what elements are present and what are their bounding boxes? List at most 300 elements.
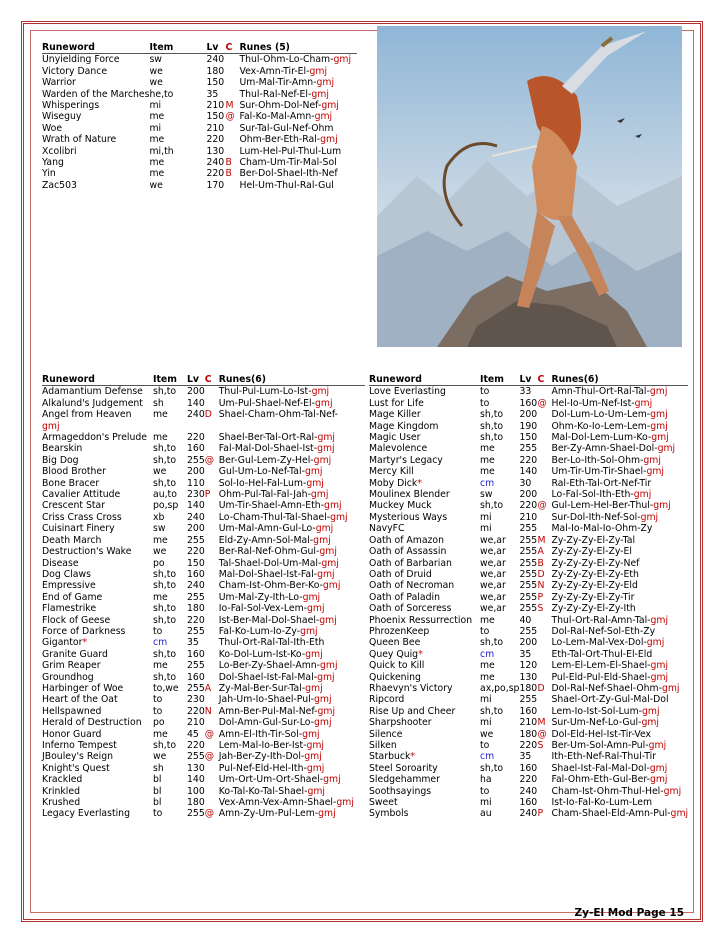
runes-text: Jah-Um-Io-Shael-Pul- [218,694,315,706]
runes-text: Ral-Eth-Tal-Ort-Nef-Tir [551,477,652,489]
runes-text: Ohm-Ko-Io-Lem-Lem- [551,420,651,432]
item-cell: me [480,466,495,478]
level-cell: 255 [187,454,205,466]
level-cell: 230 [187,489,205,501]
level-cell: 210 [206,100,225,112]
table-row [369,580,688,591]
header-c: C [225,42,239,54]
runeword-cell [42,500,153,511]
item-cell: sh,to [153,740,177,751]
class-cell [205,763,219,774]
runes-suffix: gmj [649,774,668,786]
table-row [369,409,688,420]
class-cell [537,478,551,489]
runes-text: Eld-Zy-Amn-Sol-Mal- [218,534,314,546]
runes-cell [219,660,365,671]
runeword-cell [369,740,480,751]
class-cell [205,580,219,591]
runes-suffix: gmj [323,774,341,786]
runeword-name: Angel from Heaven [42,409,132,421]
runeword-name: Quickening [369,671,421,683]
class-cell [205,615,219,626]
runes-cell [551,637,688,648]
class-cell: D [537,682,545,694]
runes-text: Um-Mal-Zy-Ith-Lo- [218,591,303,603]
level-cell: 150 [187,557,205,569]
table-row [42,386,365,398]
header-runeword: Runeword [42,374,153,386]
runes-cell [551,626,688,637]
class-cell: S [537,603,544,615]
runeword-cell [42,421,153,432]
table-row [42,455,365,466]
runes-suffix: gmj [320,134,338,146]
table-header-row [42,42,357,54]
runeword-cell [42,512,153,523]
runeword-name: Destruction's Wake [42,546,132,558]
table-row [42,786,365,797]
level-cell: 255 [187,534,205,546]
runes-text: Ko-Dol-Lum-Ist-Ko- [218,648,306,660]
level-cell: 240 [206,54,225,66]
header-lv: Lv [187,374,205,386]
level-cell: 160 [519,397,538,409]
table-row [42,111,357,122]
item-cell: to [480,397,490,409]
level-cell: 240 [187,580,205,592]
table-row [369,478,688,489]
level-cell: 100 [187,785,205,797]
table-row [369,489,688,500]
runeword-name: Unyielding Force [42,54,120,66]
item-cell: po [153,717,165,729]
level-cell: 255 [519,591,538,603]
level-cell: 220 [519,774,538,786]
runeword-cell [369,580,480,591]
level-cell [187,421,205,432]
class-cell [225,77,239,88]
table-row [42,740,365,751]
runes-suffix: gmj [330,511,348,523]
table-row [42,100,357,111]
runes-cell [551,569,688,580]
table-row [369,660,688,671]
runes-cell [219,797,365,808]
level-cell: 160 [187,648,205,660]
runes-text: Amn-Thul-Ort-Ral-Tal- [551,386,650,398]
runes-text: Dol-Ral-Nef-Sol-Eth-Zy [551,625,656,637]
runes-suffix: gmj [307,603,325,615]
table-header-row [369,374,688,386]
item-cell: to [153,625,163,637]
runes-text: Thul-Ort-Ral-Amn-Tal- [551,614,651,626]
level-cell: 240 [519,808,538,820]
runeword-cell [42,558,153,569]
class-cell: A [204,682,212,694]
runeword-cell [42,478,153,489]
runes-text: Amn-El-Ith-Tir-Sol- [218,728,303,740]
level-cell: 150 [519,432,538,444]
level-cell: 255 [519,557,538,569]
level-cell: 220 [187,546,205,558]
runes-cell [219,615,365,626]
runes-text: Zy-Zy-Zy-El-Zy-Tir [551,591,635,603]
runes-suffix: gmj [633,489,652,501]
item-cell: to [480,625,490,637]
item-cell: to [153,705,163,717]
runes-cell [551,808,688,819]
table-row [42,523,365,534]
runeword-cell [369,500,480,511]
class-cell [205,500,219,511]
class-cell [537,409,551,420]
level-cell: 170 [206,179,225,191]
runeword-cell [369,637,480,648]
class-cell [205,603,219,614]
runeword-name: Steel Soroarity [369,762,438,774]
star-marker: * [418,648,423,660]
runes-text: Ist-Io-Fal-Ko-Lum-Lem [551,797,653,809]
item-cell: ax,po,sp [480,682,520,694]
header-runes: Runes(6) [551,374,688,386]
item-cell: me [153,660,168,672]
level-cell: 160 [187,443,205,455]
item-cell: cm [153,637,168,649]
runes-text: Fal-Ohm-Eth-Gul-Ber- [551,774,650,786]
class-cell: N [537,580,545,592]
table-row [42,512,365,523]
table-row [369,398,688,409]
runeword-name: Blood Brother [42,466,106,478]
class-cell: D [537,568,545,580]
star-marker: * [82,637,88,649]
item-cell: to [480,386,490,398]
item-cell: sh,to [480,432,504,444]
level-cell: 240 [187,409,205,421]
runeword-cell [369,386,480,398]
runeword-name: Krushed [42,797,81,809]
level-cell: 45 [187,728,199,740]
item-cell: ha [480,774,492,786]
runes-text: Pul-Eld-Pul-Eld-Shael- [551,671,651,683]
level-cell: 140 [187,500,205,512]
runes-text: Ber-Um-Sol-Amn-Pul- [551,740,649,751]
runes-text: Lo-Ber-Zy-Shael-Amn- [218,660,320,672]
runeword-cell [42,717,153,728]
runes-suffix: gmj [302,591,321,603]
runeword-cell [369,774,480,785]
runes-suffix: gmj [315,397,333,409]
runes-suffix: gmj [649,386,668,398]
table-row [369,729,688,740]
level-cell: 160 [187,671,205,683]
runeword-name: Woe [42,122,63,134]
runeword-cell [42,168,149,179]
runeword-name: Wrath of Nature [42,134,117,146]
runes-text: Zy-Zy-Zy-El-Zy-Eld [551,580,638,592]
class-cell [537,432,551,443]
runeword-name: Queen Bee [369,637,421,649]
runeword-name: Silence [369,728,403,740]
runeword-name: Warden of the Marches [42,88,150,100]
runes-cell [219,774,365,785]
runeword-name: Mercy Kill [369,466,414,478]
level-cell: 210 [187,717,205,729]
runes-cell [239,134,357,145]
runes-suffix: gmj [646,466,664,478]
table-row [42,672,365,683]
level-cell: 255 [519,523,538,535]
runeword-cell [42,774,153,785]
item-cell: me [480,671,495,683]
runeword-cell [42,637,153,648]
level-cell: 120 [519,660,538,672]
runes-cell [219,683,365,694]
runes-suffix: gmj [300,625,318,637]
runes-cell [219,592,365,603]
table-row [42,546,365,557]
class-cell: @ [204,728,215,740]
table-row [42,489,365,500]
level-cell: 180 [187,797,205,809]
runeword-name: Rise Up and Cheer [369,705,456,717]
runes-cell [551,717,688,728]
runes-cell [219,443,365,454]
item-cell: me [480,443,495,455]
class-cell [205,546,219,557]
runeword-cell [42,89,149,100]
runes-cell [219,546,365,557]
table-row [42,134,357,145]
runes-suffix: gmj [649,762,668,774]
page-footer: Zy-El Mod Page 15 [574,907,684,919]
class-cell [205,637,219,648]
runes-cell [551,740,688,751]
runes-text: Gul-Lem-Hel-Ber-Thul- [551,500,654,512]
level-cell: 180 [187,603,205,615]
runeword-name: Sledgehammer [369,774,440,786]
runeword-name: Flamestrike [42,603,97,615]
class-cell: B [225,157,232,169]
runeword-name: Magic User [369,432,421,444]
runeword-name: Criss Crass Cross [42,511,122,523]
runes-text: Sol-Io-Hel-Fal-Lum- [218,477,307,489]
table-row [369,500,688,511]
runes-cell [551,592,688,603]
runeword-name: Death March [42,534,102,546]
runes-text: Dol-Shael-Ist-Fal-Mal- [218,671,318,683]
class-cell: N [204,705,212,717]
runes-cell [219,626,365,637]
table-row [42,157,357,168]
level-cell: 210 [519,717,538,729]
runes-cell [551,649,688,660]
runeword-name: Legacy Everlasting [42,808,130,820]
table-row [369,386,688,398]
table-row [42,660,365,671]
table-row [369,672,688,683]
class-cell [205,649,219,660]
runes-cell [551,500,688,511]
runeword-name: Groundhog [42,671,94,683]
level-cell: 150 [206,77,225,89]
item-cell: sh,to [153,614,177,626]
runeword-cell [369,512,480,523]
item-cell: xb [153,511,165,523]
item-cell: me [480,614,495,626]
item-cell: po,sp [153,500,179,512]
class-cell [537,466,551,477]
level-cell: 35 [519,648,532,660]
level-cell: 255 [519,534,538,546]
table-row [369,523,688,534]
runeword-cell [42,535,153,546]
class-cell [205,432,219,443]
level-cell: 230 [187,694,205,706]
runeword-name: Disease [42,557,79,569]
runes-text: Fal-Ko-Lum-Io-Zy- [218,625,301,637]
runes-cell [551,512,688,523]
level-cell: 160 [519,797,538,809]
runes-text: Ber-Dol-Shael-Ith-Nef [239,168,338,180]
runes-suffix: gmj [306,740,324,751]
item-cell: sh,to [480,762,504,774]
runes-cell [219,455,365,466]
level-cell: 220 [187,705,205,717]
runeword-cell [42,580,153,591]
runes-text: Lum-Hel-Pul-Thul-Lum [239,145,342,157]
item-cell: sh [153,397,164,409]
table-row [369,808,688,819]
runeword-cell [369,729,480,740]
item-cell: to [153,694,163,706]
runeword-cell [42,797,153,808]
class-cell [205,626,219,637]
runes-cell [219,432,365,443]
runeword-name: Dog Claws [42,568,91,580]
item-cell: sh,to [153,568,177,580]
level-cell: 220 [206,168,225,180]
table-row [42,592,365,603]
item-cell: we [153,751,167,763]
runes-cell [551,546,688,557]
runeword-cell [42,146,149,157]
runeword-cell [42,66,149,77]
runeword-cell [369,706,480,717]
table-row [369,649,688,660]
runeword-name: Quey Quig [369,648,419,660]
class-cell [225,123,239,134]
runeword-name: Martyr's Legacy [369,454,443,466]
runes-suffix: gmj [317,671,335,683]
runes-suffix: gmj [321,557,339,569]
runes-suffix: gmj [661,682,680,694]
runeword-cell [42,546,153,557]
runeword-cell [42,77,149,88]
item-cell: we,ar [480,534,506,546]
runeword-name: Oath of Amazon [369,534,444,546]
runeword-name: Mage Kingdom [369,420,439,432]
runes-suffix: gmj [311,88,329,100]
level-cell: 150 [206,111,225,123]
runeword-cell [42,683,153,694]
runeword-cell [42,432,153,443]
item-cell: me [153,409,168,421]
item-cell: we [153,546,167,558]
runes-suffix: gmj [310,489,329,501]
runes-suffix: gmj [333,54,352,66]
item-cell: me [153,432,168,444]
runeword-name: Crescent Star [42,500,106,512]
runeword-name: Phoenix Ressurrection [369,614,473,626]
level-cell: 200 [519,409,538,421]
table-row [369,615,688,626]
level-cell: 255 [519,603,538,615]
class-cell [225,180,239,191]
table-row [42,146,357,157]
item-cell: we,ar [480,546,506,558]
runes-suffix: gmj [319,546,337,558]
header-item: Item [153,374,187,386]
item-cell: sh,to [480,500,504,512]
runeword-cell [369,660,480,671]
item-cell: me [149,168,165,180]
runes-suffix: gmj [305,648,323,660]
runes-text: Shael-Ist-Fal-Mal-Dol- [551,762,650,774]
level-cell: 110 [187,477,205,489]
runeword-cell [42,523,153,534]
runes-text: Ber-Gul-Lem-Zy-Hel- [218,454,314,466]
runes-text: Sur-Tal-Gul-Nef-Ohm [239,122,334,134]
level-cell: 255 [187,591,205,603]
class-cell [205,421,219,432]
runes-suffix: gmj [306,762,325,774]
table-row [42,615,365,626]
runeword-cell [42,694,153,705]
runeword-name: Ripcord [369,694,405,706]
runeword-name: Gigantor [42,637,83,649]
class-cell: M [537,534,546,546]
runeword-name: Starbuck [369,751,411,763]
level-cell: 240 [206,157,225,169]
level-cell: 30 [519,477,532,489]
runes-cell [219,523,365,534]
item-cell: sh,to [153,671,177,683]
runes-cell [219,569,365,580]
runes-cell [551,535,688,546]
runes-suffix: gmj [311,386,330,398]
class-cell [205,660,219,671]
runeword-name: Flock of Geese [42,614,111,626]
runeword-cell [42,626,153,637]
runes-cell [551,615,688,626]
table-row [42,751,365,762]
runes-text: Thul-Ral-Nef-El- [239,88,312,100]
class-cell [537,615,551,626]
runeword-cell [369,786,480,797]
runeword-name: Force of Darkness [42,625,126,637]
item-cell: cm [480,648,495,660]
class-cell [205,512,219,523]
table-row [42,77,357,88]
runeword-cell [42,763,153,774]
level-cell: 200 [187,523,205,535]
runes-cell [219,386,365,398]
runeword-cell [42,54,149,66]
runeword-name: Herald of Destruction [42,717,142,729]
table-row [369,774,688,785]
item-cell: me [153,534,168,546]
